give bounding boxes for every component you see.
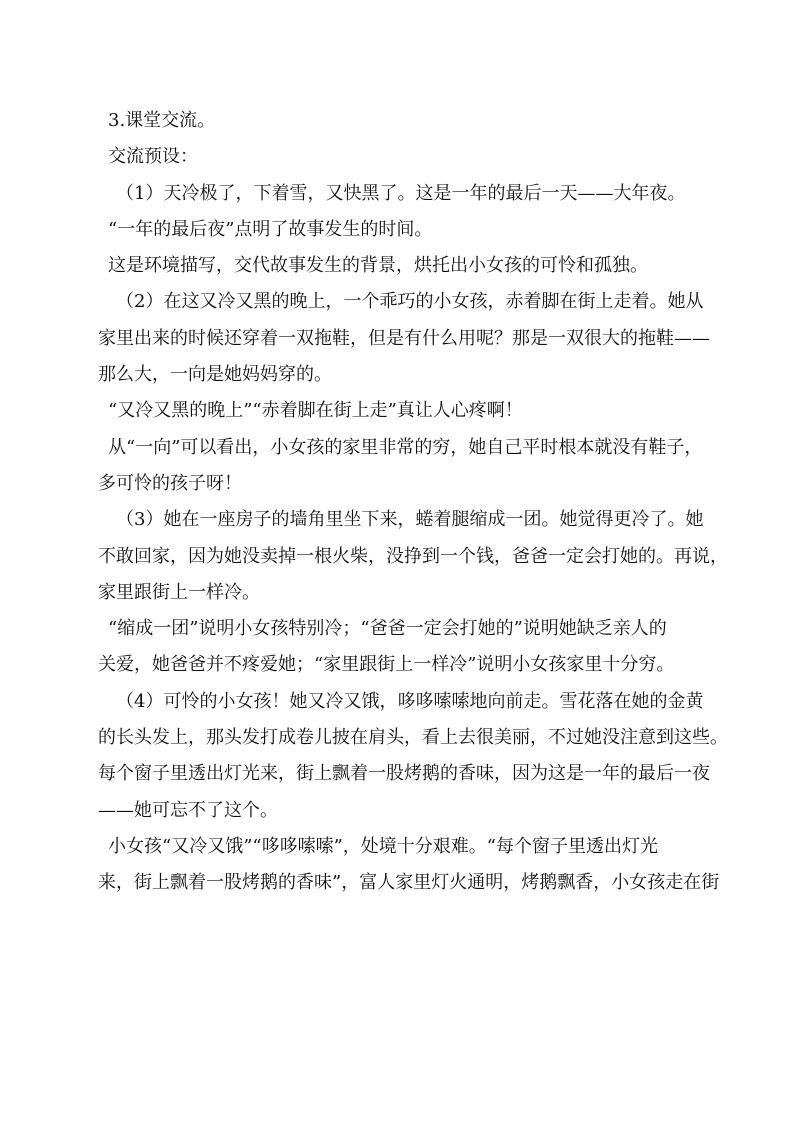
text-line: 从“一向”可以看出，小女孩的家里非常的穷，她自己平时根本就没有鞋子， — [108, 436, 703, 458]
text-line: （4）可怜的小女孩！她又冷又饿，哆哆嗦嗦地向前走。雪花落在她的金黄 — [116, 690, 704, 712]
text-line: 关爱，她爸爸并不疼爱她；“家里跟街上一样冷”说明小女孩家里十分穷。 — [98, 654, 675, 676]
text-line: 家里跟街上一样冷。 — [98, 581, 260, 603]
text-line: 不敢回家，因为她没卖掉一根火柴，没挣到一个钱，爸爸一定会打她的。再说， — [98, 545, 728, 567]
text-line: 的长头发上，那头发打成卷儿披在肩头，看上去很美丽，不过她没注意到这些。 — [98, 727, 728, 749]
text-line: （1）天冷极了，下着雪，又快黑了。这是一年的最后一天——大年夜。 — [116, 182, 686, 204]
text-line: 那么大，一向是她妈妈穿的。 — [98, 364, 332, 386]
section-heading: 3.课堂交流。 — [108, 110, 216, 131]
text-line: “缩成一团”说明小女孩特别冷；“爸爸一定会打她的”说明她缺乏亲人的 — [108, 618, 667, 640]
document-body — [98, 103, 728, 902]
text-line: “一年的最后夜”点明了故事发生的时间。 — [108, 218, 433, 240]
text-line: 小女孩“又冷又饿”“哆哆嗦嗦”，处境十分艰难。“每个窗子里透出灯光 — [108, 835, 659, 857]
text-line: 每个窗子里透出灯光来，街上飘着一股烤鹅的香味，因为这是一年的最后一夜 — [98, 763, 710, 785]
text-line: （2）在这又冷又黑的晚上，一个乖巧的小女孩，赤着脚在街上走着。她从 — [116, 291, 704, 313]
text-lines — [98, 176, 728, 902]
text-line: （3）她在一座房子的墙角里坐下来，蜷着腿缩成一团。她觉得更冷了。她 — [116, 509, 704, 531]
text-line: 来，街上飘着一股烤鹅的香味”，富人家里灯火通明，烤鹅飘香，小女孩走在街 — [98, 872, 720, 894]
text-line: 多可怜的孩子呀！ — [98, 472, 242, 494]
text-line: 家里出来的时候还穿着一双拖鞋，但是有什么用呢？那是一双很大的拖鞋—— — [98, 327, 710, 349]
text-line: “又冷又黑的晚上”“赤着脚在街上走”真让人心疼啊！ — [108, 400, 523, 422]
text-line: 这是环境描写，交代故事发生的背景，烘托出小女孩的可怜和孤独。 — [108, 255, 648, 277]
text-line: ——她可忘不了这个。 — [98, 799, 278, 821]
preset-label: 交流预设： — [108, 146, 198, 168]
